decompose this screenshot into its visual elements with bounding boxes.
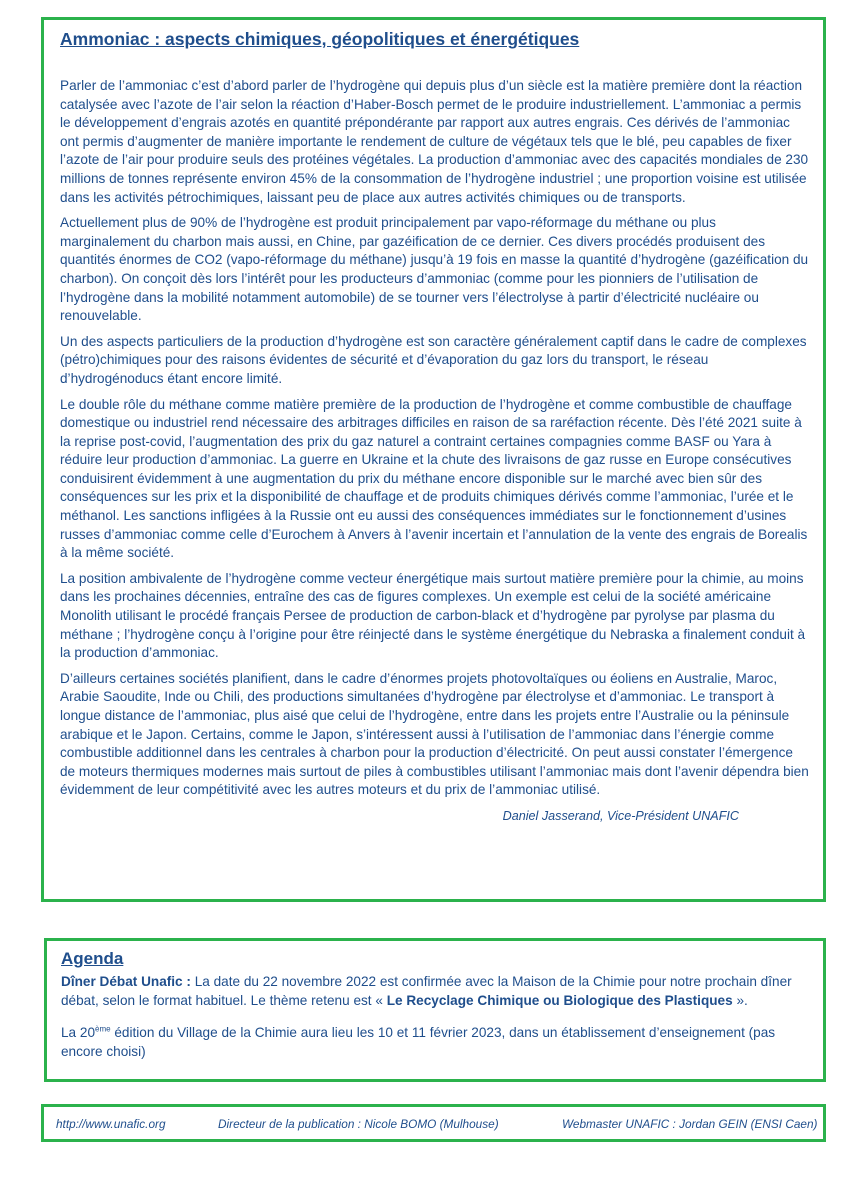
footer-director: Directeur de la publication : Nicole BOMO (Mulhouse) bbox=[218, 1117, 499, 1131]
agenda-item-theme: Le Recyclage Chimique ou Biologique des Plastiques bbox=[386, 992, 733, 1008]
agenda-item-prefix: La 20 bbox=[61, 1025, 96, 1041]
article-box bbox=[41, 17, 826, 902]
agenda-item-label: Dîner Débat Unafic : bbox=[61, 974, 191, 989]
article-paragraph: Parler de l’ammoniac c’est d’abord parler de l’hydrogène qui depuis plus d’un siècle est la matière première dont la réaction catalysée avec l’azote de l’air selon la réaction d’Haber-Bosch permet de le produire industriellement. L’ammoniac a permis le développement d’engrais azotés en quantité prépondérante par rapport aux autres engrais. Ces dérivés de l’ammoniac ont permis d’augmenter de manière importante le rendement de culture de végétaux tels que le blé, peu capables de fixer l’azote de l’air pour produire seuls des protéines végétales. La production d’ammoniac avec des capacités mondiales de 230 millions de tonnes représente environ 45% de la consommation de l’hydrogène industriel ; une proportion voisine est utilisée dans les activités pétrochimiques, laissant peu de place aux autres activités chimiques ou de transports. bbox=[60, 78, 809, 205]
agenda-item-text: édition du Village de la Chimie aura lieu les 10 et 11 février 2023, dans un établissement d’enseignement (pas encore choisi) bbox=[61, 1025, 776, 1059]
article-paragraph: Le double rôle du méthane comme matière première de la production de l’hydrogène et comme combustible de chauffage domestique ou industriel rend nécessaire des arbitrages difficiles en raison de sa raréfaction récente. Dès l’été 2021 suite à la reprise post-covid, l’augmentation des prix du gaz naturel a contraint certaines compagnies comme BASF ou Yara à réduire leur production d’ammoniac. La guerre en Ukraine et la chute des livraisons de gaz russe en Europe consécutives conduisirent évidemment à une augmentation du prix du méthane encore disponible sur le marché avec bien sûr des conséquences sur les prix et la disponibilité de chauffage et de produits chimiques dérivés comme l’ammoniac, l’urée et le méthanol. Les sanctions infligées à la Russie ont eu aussi des conséquences immédiates sur le fonctionnement d’usines russes d’ammoniac comme celle d’Eurochem à Anvers à l’avenir incertain et l’annulation de la vente des engrais de Borealis à la même société. bbox=[60, 396, 808, 561]
agenda-item-text: La date du 22 novembre 2022 est confirmée avec la Maison de la Chimie pour notre prochain dîner débat, selon le format habituel. Le thème retenu est « bbox=[61, 974, 792, 1008]
footer-website-link[interactable]: http://www.unafic.org bbox=[56, 1117, 166, 1131]
agenda-box bbox=[44, 938, 826, 1082]
agenda-item-end: ». bbox=[732, 992, 748, 1008]
agenda-item-superscript: ème bbox=[95, 1024, 111, 1034]
article-paragraph: D’ailleurs certaines sociétés planifient, dans le cadre d’énormes projets photovoltaïques ou éoliens en Australie, Maroc, Arabie Saoudite, Inde ou Chili, des productions simultanées d’hydrogène par électrolyse et d’ammoniac. Le transport à longue distance de l’ammoniac, plus aisé que celui de l’hydrogène, entre dans les projets entre l’Australie ou la péninsule arabique et le Japon. Certains, comme le Japon, s’intéressent aussi à l’utilisation de l’ammoniac dans l’énergie comme combustible additionnel dans les centrales à charbon pour la production d’électricité. On peut aussi constater l’émergence de moteurs thermiques modernes mais surtout de piles à combustibles utilisant l’ammoniac mais dont l’avenir dépendra bien évidemment de leur compétitivité avec les autres moteurs et du prix de l’ammoniac utilisé. bbox=[60, 670, 809, 798]
article-signature: Daniel Jasserand, Vice-Président UNAFIC bbox=[502, 808, 739, 823]
agenda-title: Agenda bbox=[61, 949, 124, 968]
article-paragraph: Actuellement plus de 90% de l’hydrogène est produit principalement par vapo-réformage du méthane ou plus marginalement du charbon mais aussi, en Chine, par gazéification de ce dernier. Ces divers procédés produisent des quantités énormes de CO2 (vapo-réformage du méthane) jusqu’à 19 fois en masse la quantité d’hydrogène (gazéification du charbon). On conçoit dès lors l’intérêt pour les producteurs d’ammoniac (comme pour les pionniers de l’utilisation de l’hydrogène dans la mobilité notamment automobile) de se tourner vers l’électrolyse à partir d’électricité nucléaire ou renouvelable. bbox=[60, 215, 809, 324]
article-paragraph: Un des aspects particuliers de la production d’hydrogène est son caractère généralement captif dans le cadre de complexes (pétro)chimiques pour des raisons évidentes de sécurité et d’évaporation du gaz lors du transport, le réseau d’hydrogénoducs étant encore limité. bbox=[60, 333, 807, 386]
article-title: Ammoniac : aspects chimiques, géopolitiques et énergétiques bbox=[60, 29, 580, 49]
footer-box bbox=[41, 1104, 826, 1142]
agenda-item-village bbox=[61, 1024, 809, 1061]
footer-webmaster: Webmaster UNAFIC : Jordan GEIN (ENSI Caen) bbox=[562, 1117, 818, 1131]
article-paragraph: La position ambivalente de l’hydrogène comme vecteur énergétique mais surtout matière première pour la chimie, au moins dans les prochaines décennies, entraîne des cas de figures complexes. Un exemple est celui de la société américaine Monolith utilisant le procédé français Persee de production de carbon-black et d’hydrogène par pyrolyse par plasma du méthane ; l’hydrogène conçu à l’origine pour être réinjecté dans le système énergétique du Nebraska a finalement conduit à la production d’ammoniac. bbox=[60, 570, 806, 661]
agenda-item-dinner bbox=[61, 973, 809, 1010]
